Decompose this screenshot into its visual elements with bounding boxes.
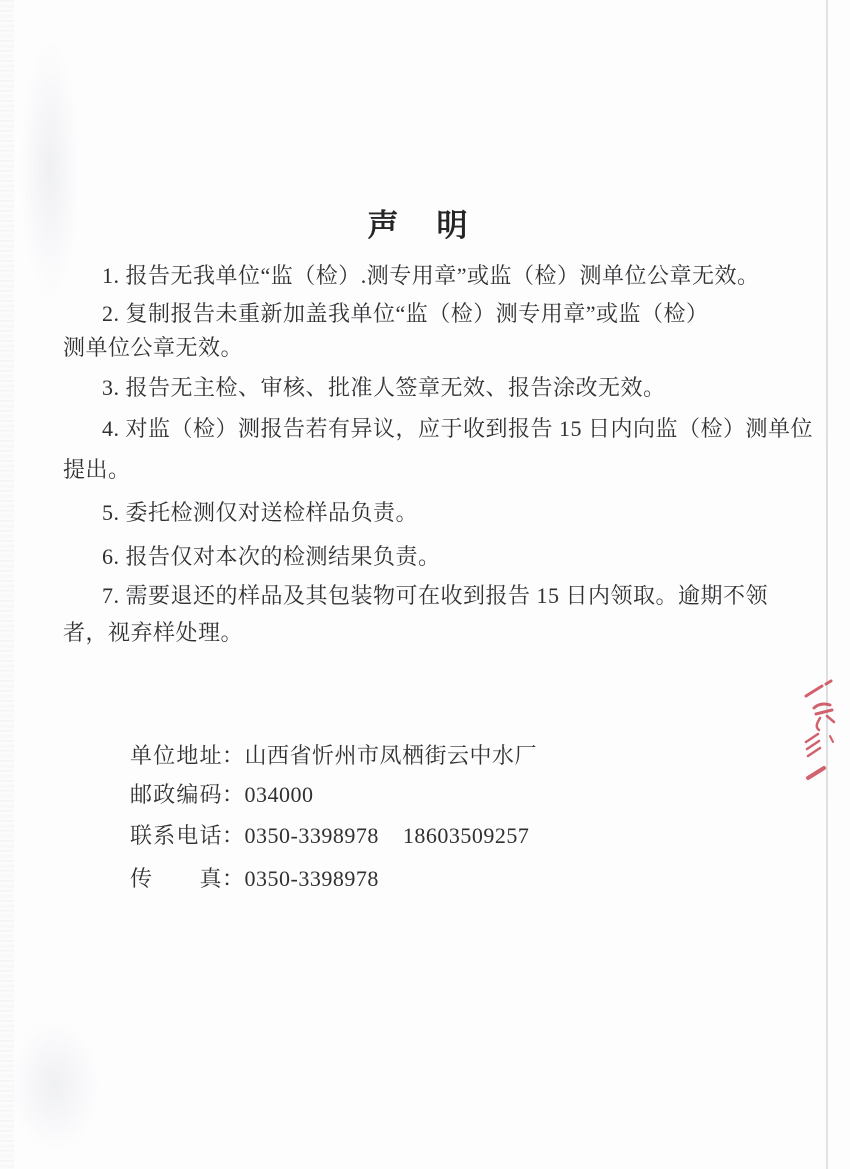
contact-colon: ： bbox=[222, 782, 245, 807]
statement-line: 5. 委托检测仅对送检样品负责。 bbox=[102, 500, 419, 525]
page-title-char: 明 bbox=[436, 208, 469, 243]
statement-line: 2. 复制报告未重新加盖我单位“监（检）测专用章”或监（检） bbox=[102, 301, 709, 326]
red-stamp-fragment-icon bbox=[792, 670, 842, 788]
scan-smudge bbox=[10, 1020, 100, 1150]
contact-row-postcode bbox=[106, 754, 314, 807]
contact-row-fax bbox=[106, 838, 379, 891]
statement-line: 3. 报告无主检、审核、批准人签章无效、报告涂改无效。 bbox=[102, 375, 666, 400]
statement-line: 7. 需要退还的样品及其包装物可在收到报告 15 日内领取。逾期不领 bbox=[102, 583, 769, 608]
page-title-char: 声 bbox=[367, 208, 400, 243]
page-edge-line bbox=[826, 0, 828, 1169]
scan-smudge bbox=[20, 40, 80, 300]
contact-colon: ： bbox=[222, 866, 245, 891]
contact-value: 034000 bbox=[244, 782, 314, 807]
contact-value: 山西省忻州市凤栖街云中水厂 bbox=[244, 743, 538, 768]
statement-line: 6. 报告仅对本次的检测结果负责。 bbox=[102, 544, 441, 569]
contact-colon: ： bbox=[222, 823, 245, 848]
contact-label: 邮政编码 bbox=[130, 782, 222, 807]
contact-value: 0350-3398978 bbox=[244, 866, 379, 891]
contact-label: 联系电话 bbox=[130, 823, 222, 848]
scan-edge-noise bbox=[0, 0, 14, 1169]
statement-line: 测单位公章无效。 bbox=[63, 335, 244, 360]
statement-line: 4. 对监（检）测报告若有异议，应于收到报告 15 日内向监（检）测单位 bbox=[102, 416, 814, 441]
statement-line: 1. 报告无我单位“监（检）.测专用章”或监（检）测单位公章无效。 bbox=[102, 263, 760, 288]
contact-row-address bbox=[106, 715, 538, 768]
contact-label: 传真 bbox=[130, 866, 222, 891]
page-title bbox=[0, 200, 836, 245]
contact-value: 0350-3398978 18603509257 bbox=[244, 823, 530, 848]
contact-label: 单位地址 bbox=[130, 743, 222, 768]
statement-line: 提出。 bbox=[63, 457, 131, 482]
contact-colon: ： bbox=[222, 743, 245, 768]
statement-line: 者，视弃样处理。 bbox=[63, 620, 244, 645]
contact-row-phone bbox=[106, 795, 530, 848]
